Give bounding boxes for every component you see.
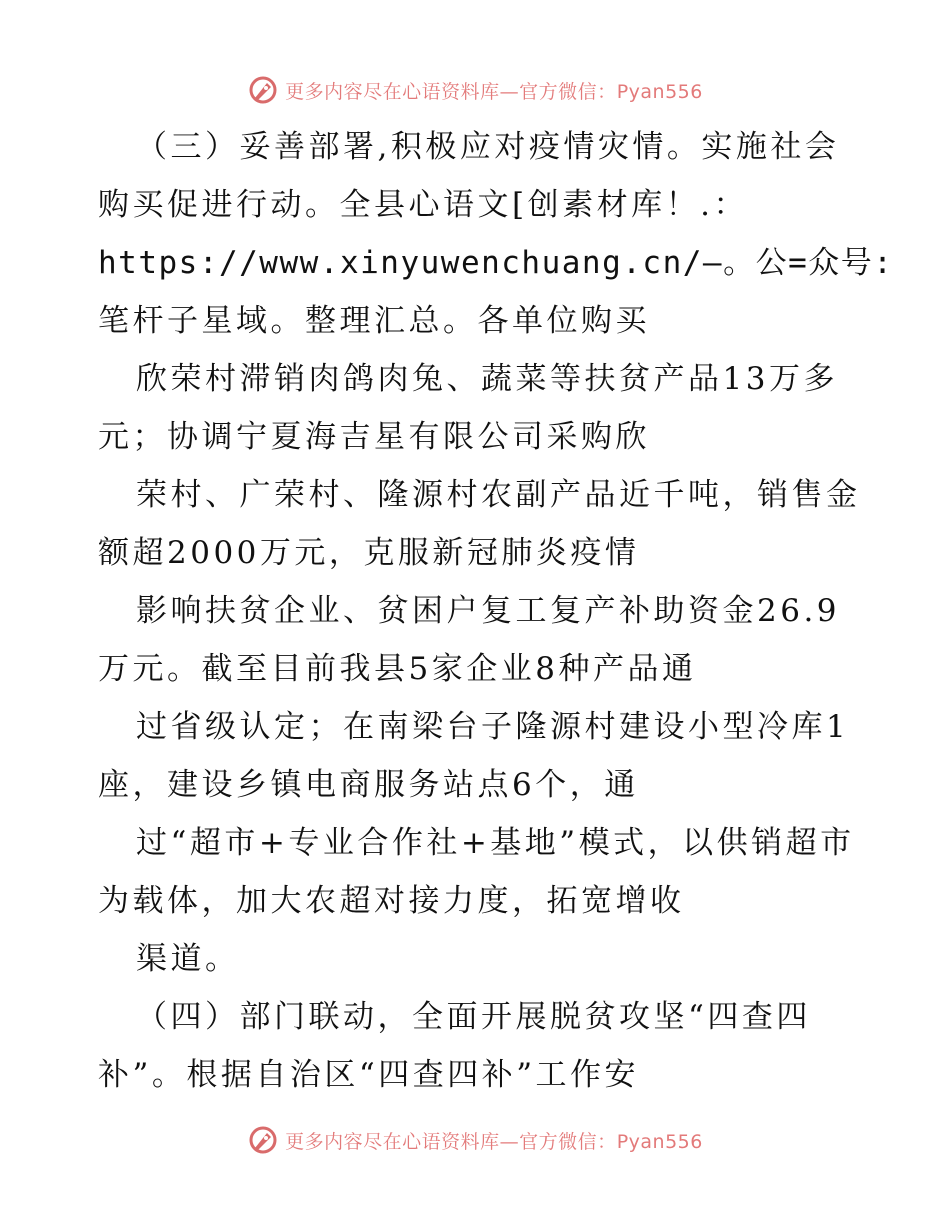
- watermark-text: [285, 1127, 703, 1154]
- watermark-text: [285, 77, 703, 104]
- text-line: 座，建设乡镇电商服务站点6个，通: [98, 767, 639, 803]
- text-line: 为载体，加大农超对接力度，拓宽增收: [98, 883, 685, 919]
- watermark-content: [247, 1124, 703, 1156]
- watermark-site-text: 更多内容尽在心语资料库: [285, 80, 500, 103]
- text-line: （四）部门联动，全面开展脱贫攻坚“四查四: [136, 999, 811, 1035]
- text-line: 万元。截至目前我县5家企业8种产品通: [98, 651, 697, 687]
- watermark-site-text: 更多内容尽在心语资料库: [285, 1130, 500, 1153]
- text-line: 过省级认定；在南梁台子隆源村建设小型冷库1: [136, 709, 850, 745]
- text-line: 笔杆子星域。整理汇总。各单位购买: [98, 303, 650, 339]
- pen-nib-circle-icon: [247, 74, 279, 106]
- watermark-dash: —: [499, 80, 520, 103]
- text-line: 渠道。: [136, 941, 240, 977]
- text-line: 荣村、广荣村、隆源村农副产品近千吨，销售金: [136, 477, 861, 513]
- watermark-wechat-prefix: 官方微信：: [519, 1130, 617, 1153]
- text-line: （三）妥善部署,积极应对疫情灾情。实施社会: [136, 129, 840, 165]
- watermark-banner-bottom: [0, 1124, 950, 1156]
- watermark-wechat-id: Pyan556: [616, 1130, 703, 1153]
- watermark-wechat-prefix: 官方微信：: [519, 80, 617, 103]
- pen-nib-circle-icon: [247, 1124, 279, 1156]
- watermark-dash: —: [499, 1130, 520, 1153]
- text-line: 额超2000万元，克服新冠肺炎疫情: [98, 535, 640, 571]
- text-line: 过“超市+专业合作社+基地”模式，以供销超市: [136, 825, 855, 861]
- text-line: 影响扶贫企业、贫困户复工复产补助资金26.9: [136, 593, 841, 629]
- text-line: 补”。根据自治区“四查四补”工作安: [98, 1057, 640, 1093]
- body-text: [98, 118, 894, 1104]
- watermark-content: [247, 74, 703, 106]
- text-line: 元；协调宁夏海吉星有限公司采购欣: [98, 419, 650, 455]
- text-line: 欣荣村滞销肉鸽肉兔、蔬菜等扶贫产品13万多: [136, 361, 838, 397]
- text-line: 购买促进行动。全县心语文[创素材库！.：: [98, 187, 748, 223]
- watermark-wechat-id: Pyan556: [616, 80, 703, 103]
- watermark-banner-top: [0, 74, 950, 106]
- text-line-url: https://www.xinyuwenchuang.cn/—。公=众号:: [98, 245, 894, 281]
